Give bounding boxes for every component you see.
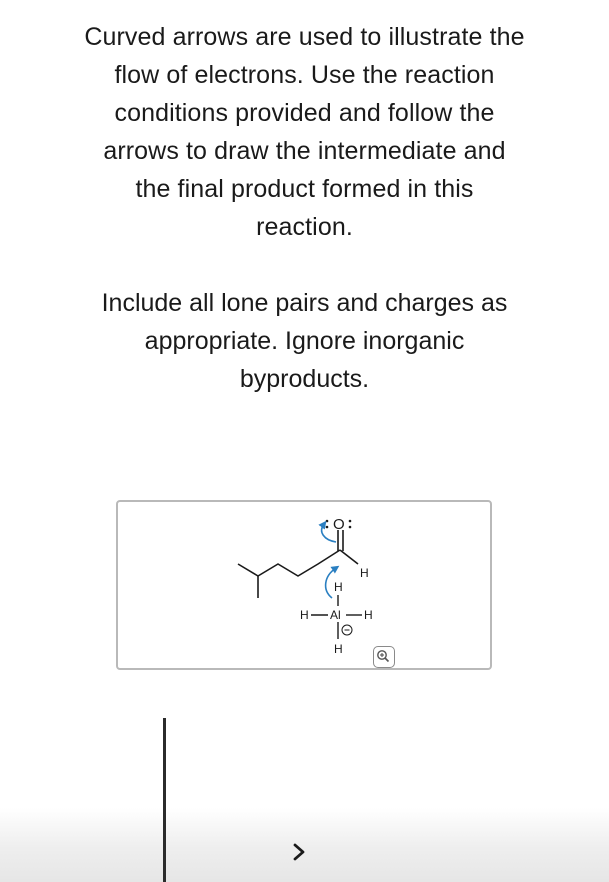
instruction-note xyxy=(0,284,609,398)
al-left-h-label: H xyxy=(300,608,309,622)
oxygen-atom xyxy=(326,516,352,533)
al-bottom-h-label: H xyxy=(334,642,343,656)
hydride-h-label: H xyxy=(334,580,343,594)
negative-charge-icon xyxy=(342,625,352,635)
aldehyde-h-label: H xyxy=(360,566,369,580)
question-line: conditions provided and follow the xyxy=(114,99,495,127)
chevron-right-icon xyxy=(286,838,314,866)
reaction-scheme xyxy=(118,502,490,668)
question-text xyxy=(0,18,609,246)
al-right-h-label: H xyxy=(364,608,373,622)
question-line: Curved arrows are used to illustrate the xyxy=(84,23,525,51)
note-line: appropriate. Ignore inorganic xyxy=(144,327,465,355)
question-line: reaction. xyxy=(256,213,353,241)
answer-area-divider-bottom xyxy=(163,808,166,882)
question-line: flow of electrons. Use the reaction xyxy=(114,61,495,89)
note-line: Include all lone pairs and charges as xyxy=(101,289,508,317)
aluminum-label: Al xyxy=(330,608,341,622)
aldehyde-h-bond xyxy=(340,550,358,564)
zoom-button[interactable] xyxy=(373,646,395,668)
question-line: arrows to draw the intermediate and xyxy=(103,137,506,165)
carbonyl-bond xyxy=(338,530,343,551)
question-line: the final product formed in this xyxy=(135,175,474,203)
note-line: byproducts. xyxy=(239,365,370,393)
reaction-diagram[interactable] xyxy=(116,500,492,670)
oxygen-label: O xyxy=(333,516,345,533)
next-button[interactable] xyxy=(286,838,314,866)
alkyl-chain xyxy=(238,550,340,598)
zoom-in-icon xyxy=(374,647,393,666)
